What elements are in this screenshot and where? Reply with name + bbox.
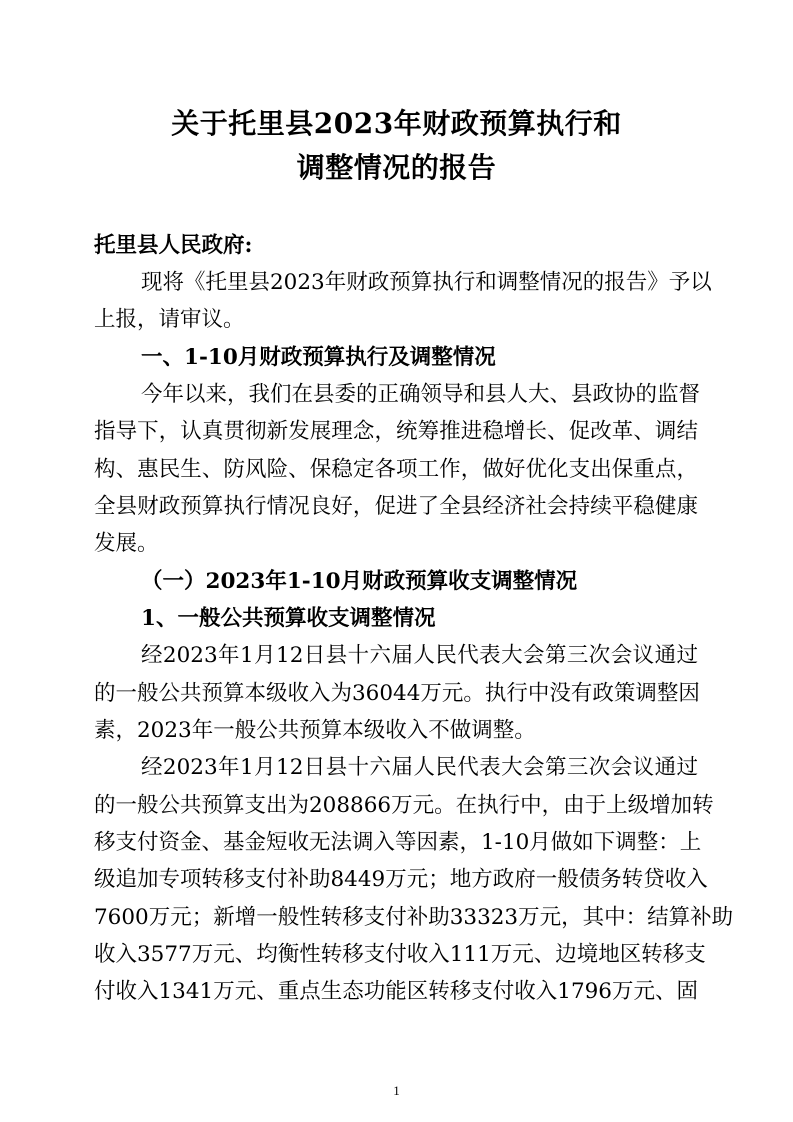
paragraph-line: 付收入1341万元、重点生态功能区转移支付收入1796万元、固 [94,979,698,1004]
section-heading-3: 1、一般公共预算收支调整情况 [141,606,436,631]
paragraph-line: 移支付资金、基金短收无法调入等因素，1-10月做如下调整：上 [94,830,702,855]
document-title-line-1: 关于托里县2023年财政预算执行和 [171,107,622,140]
paragraph-line: 全县财政预算执行情况良好，促进了全县经济社会持续平稳健康 [94,494,698,519]
section-heading-2: （一）2023年1-10月财政预算收支调整情况 [141,569,578,594]
paragraph-line: 经2023年1月12日县十六届人民代表大会第三次会议通过 [141,643,698,668]
paragraph-line: 指导下，认真贯彻新发展理念，统筹推进稳增长、促改革、调结 [94,419,698,444]
paragraph-line: 收入3577万元、均衡性转移支付收入111万元、边境地区转移支 [94,942,706,967]
page-number: 1 [393,1083,400,1098]
document-title-line-2: 调整情况的报告 [296,151,497,184]
paragraph-line: 的一般公共预算本级收入为36044万元。执行中没有政策调整因 [94,681,700,706]
paragraph-line: 发展。 [94,531,159,556]
paragraph-line: 今年以来，我们在县委的正确领导和县人大、县政协的监督 [141,382,701,407]
paragraph-line: 构、惠民生、防风险、保稳定各项工作，做好优化支出保重点， [94,457,698,482]
section-heading-1: 一、1-10月财政预算执行及调整情况 [141,345,496,370]
intro-line-1: 现将《托里县2023年财政预算执行和调整情况的报告》予以 [141,270,712,295]
paragraph-line: 7600万元；新增一般性转移支付补助33323万元，其中：结算补助 [94,905,734,930]
paragraph-line: 级追加专项转移支付补助8449万元；地方政府一般债务转贷收入 [94,867,708,892]
paragraph-line: 的一般公共预算支出为208866万元。在执行中，由于上级增加转 [94,793,714,818]
paragraph-line: 素，2023年一般公共预算本级收入不做调整。 [94,718,536,743]
paragraph-line: 经2023年1月12日县十六届人民代表大会第三次会议通过 [141,755,698,780]
addressee: 托里县人民政府: [94,233,253,258]
intro-line-2: 上报，请审议。 [94,307,245,332]
